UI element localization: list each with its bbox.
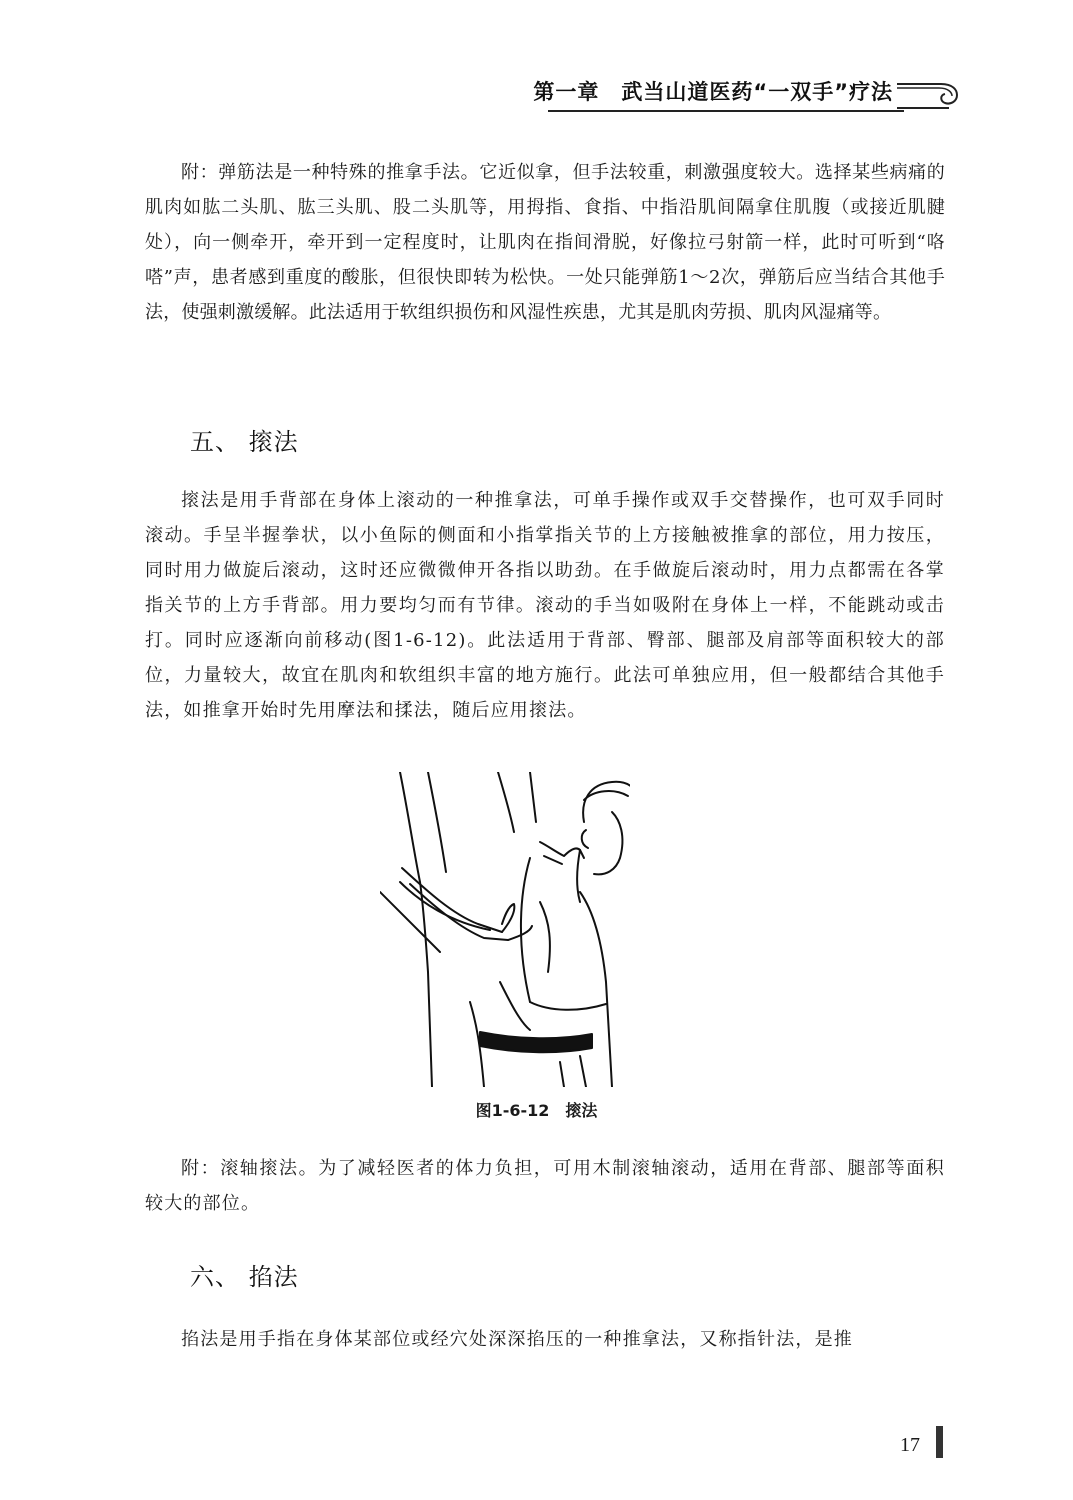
- page-number-bar: [936, 1426, 943, 1458]
- paragraph-qiafa: 掐法是用手指在身体某部位或经穴处深深掐压的一种推拿法，又称指针法，是推: [181, 1329, 853, 1350]
- paragraph-roller-note: 附：滚轴㨰法。为了减轻医者的体力负担，可用木制滚轴滚动，适用在背部、腿部等面积较大的部位。: [145, 1158, 945, 1214]
- figure-number: 图1-6-12: [475, 1101, 550, 1120]
- paragraph-gunfa: 㨰法是用手背部在身体上滚动的一种推拿法，可单手操作或双手交替操作，也可双手同时滚动。手呈半握拳状，以小鱼际的侧面和小指掌指关节的上方接触被推拿的部位，用力按压，同时用力做旋后滚动，这时还应微微伸开各指以助劲。在手做旋后滚动时，用力点都需在各掌指关节的上方手背部。用力要均匀而有节律。滚动的手当如吸附在身体上一样，不能跳动或击打。同时应逐渐向前移动(图1-6-12)。此法适用于背部、臀部、腿部及肩部等面积较大的部位，力量较大，故宜在肌肉和软组织丰富的地方施行。此法可单独应用，但一般都结合其他手法，如推拿开始时先用摩法和揉法，随后应用㨰法。: [145, 490, 945, 721]
- scroll-ornament-icon: [897, 74, 961, 110]
- gunfa-illustration: [380, 772, 630, 1087]
- section-heading-gunfa: 五、 㨰法: [190, 428, 299, 456]
- figure-title: 㨰法: [565, 1101, 598, 1120]
- page-number: 17: [900, 1434, 920, 1456]
- figure-caption: [0, 1098, 1073, 1121]
- section-heading-qiafa: 六、 掐法: [190, 1263, 299, 1291]
- paragraph-tanjin-note: 附：弹筋法是一种特殊的推拿手法。它近似拿，但手法较重，刺激强度较大。选择某些病痛的肌肉如肱二头肌、肱三头肌、股二头肌等，用拇指、食指、中指沿肌间隔拿住肌腹（或接近肌腱处），向一侧牵开，牵开到一定程度时，让肌肉在指间滑脱，好像拉弓射箭一样，此时可听到“咯嗒”声，患者感到重度的酸胀，但很快即转为松快。一处只能弹筋1～2次，弹筋后应当结合其他手法，使强刺激缓解。此法适用于软组织损伤和风湿性疾患，尤其是肌肉劳损、肌肉风湿痛等。: [145, 162, 945, 323]
- running-header: [0, 70, 1073, 114]
- header-rule: [548, 110, 904, 112]
- chapter-title: 第一章 武当山道医药“一双手”疗法: [533, 80, 893, 104]
